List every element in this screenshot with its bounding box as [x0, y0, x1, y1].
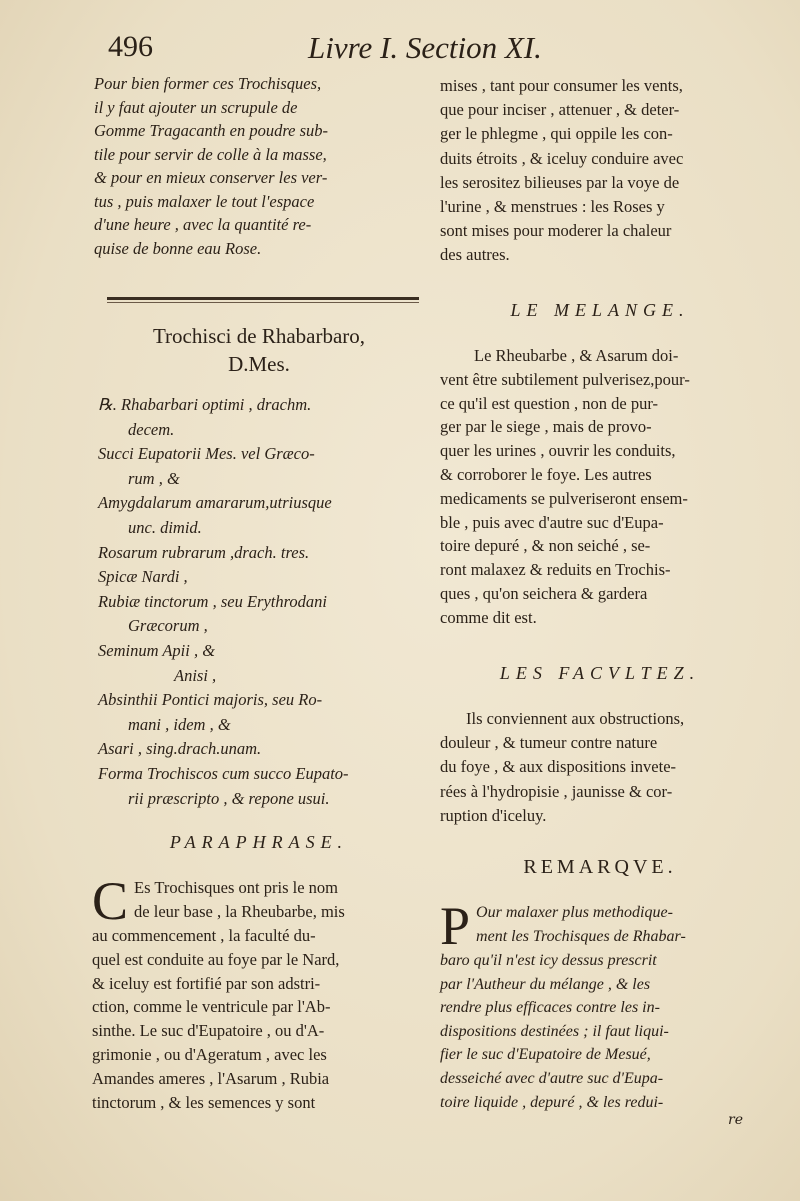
- recipe-title-line1: Trochisci de Rhabarbaro,: [152, 324, 366, 348]
- text-line: Gomme Tragacanth en poudre sub-: [94, 121, 329, 140]
- text-line: d'une heure , avec la quantité re-: [94, 215, 312, 234]
- recipe-line: decem.: [128, 419, 175, 439]
- text-line: ger le phlegme , qui oppile les con-: [440, 124, 673, 144]
- text-line: ruption d'iceluy.: [440, 805, 547, 825]
- paraphrase-body: [92, 871, 414, 1114]
- text-line: quise de bonne eau Rose.: [94, 238, 262, 258]
- text-line: desseiché avec d'autre suc d'Eupa-: [440, 1069, 664, 1087]
- text-line: & iceluy est fortifié par son adstri-: [92, 973, 321, 993]
- facultez-body: [440, 707, 760, 828]
- catchword: re: [728, 1112, 743, 1128]
- text-line: rendre plus efficaces contre les in-: [440, 999, 660, 1017]
- recipe-line: rum , &: [128, 468, 180, 488]
- text-line: dispositions destinées ; il faut liqui-: [440, 1022, 669, 1040]
- text-line: Ils conviennent aux obstructions,: [466, 709, 685, 728]
- recipe-line: Absinthii Pontici majoris, seu Ro-: [98, 690, 323, 710]
- text-line: quer les urines , ouvrir les conduits,: [440, 441, 676, 461]
- text-line: rées à l'hydropisie , jaunisse & cor-: [440, 781, 673, 801]
- recipe-line: rii præscripto , & repone usui.: [128, 788, 330, 808]
- text-line: Amandes ameres , l'Asarum , Rubia: [92, 1068, 330, 1088]
- text-line: Le Rheubarbe , & Asarum doi-: [474, 346, 679, 365]
- text-line: Our malaxer plus methodique-: [476, 904, 673, 921]
- text-line: de leur base , la Rheubarbe, mis: [134, 901, 345, 921]
- text-line: & corroborer le foye. Les autres: [440, 464, 652, 484]
- recipe-title: [94, 322, 424, 378]
- text-line: & pour en mieux conserver les ver-: [94, 168, 328, 187]
- recipe-list: [98, 393, 428, 811]
- recipe-line: Anisi ,: [174, 665, 217, 685]
- text-line: toire liquide , depuré , & les redui-: [440, 1093, 664, 1111]
- recipe-line: Rubiæ tinctorum , seu Erythrodani: [98, 591, 328, 611]
- recipe-line: Forma Trochiscos cum succo Eupato-: [98, 763, 349, 783]
- text-line: au commencement , la faculté du-: [92, 926, 316, 945]
- paraphrase-heading: PARAPHRASE.: [169, 832, 349, 852]
- text-line: les serositez bilieuses par la voye de: [440, 172, 680, 192]
- dropcap-p: P: [440, 896, 471, 956]
- page-number: 496: [108, 30, 153, 63]
- text-line: sont mises pour moderer la chaleur: [440, 221, 672, 241]
- text-line: duits étroits , & iceluy conduire avec: [440, 148, 684, 168]
- recipe-line: Spicæ Nardi ,: [98, 567, 188, 587]
- text-line: tinctorum , & les semences y sont: [92, 1092, 316, 1112]
- recipe-line: Seminum Apii , &: [98, 640, 216, 660]
- facultez-heading: LES FACVLTEZ.: [499, 663, 701, 683]
- running-title: Livre I. Section XI.: [308, 30, 542, 65]
- text-line: ment les Trochisques de Rhabar-: [476, 927, 686, 945]
- text-line: comme dit est.: [440, 607, 537, 627]
- text-line: quel est conduite au foye par le Nard,: [92, 949, 340, 969]
- text-line: tus , puis malaxer le tout l'espace: [94, 191, 315, 211]
- text-line: il y faut ajouter un scrupule de: [94, 97, 298, 117]
- dropcap-c: C: [92, 871, 129, 931]
- text-line: par l'Autheur du mélange , & les: [440, 975, 651, 993]
- melange-heading: LE MELANGE.: [510, 300, 690, 320]
- recipe-line: Græcorum ,: [128, 616, 208, 636]
- paraphrase-heading-wrap: [94, 832, 424, 853]
- text-line: douleur , & tumeur contre nature: [440, 733, 658, 753]
- recipe-title-line2: D.Mes.: [228, 352, 290, 376]
- melange-body: [440, 344, 760, 630]
- divider-rule-thin: [107, 302, 419, 303]
- text-line: Pour bien former ces Trochisques,: [94, 74, 322, 93]
- recipe-line: Succi Eupatorii Mes. vel Græco-: [98, 444, 315, 464]
- page-header: [108, 30, 768, 74]
- right-continuation: [440, 74, 760, 268]
- text-line: ront malaxez & reduits en Trochis-: [440, 560, 671, 580]
- text-line: mises , tant pour consumer les vents,: [440, 76, 683, 95]
- text-line: tile pour servir de colle à la masse,: [94, 144, 327, 164]
- text-line: medicaments se pulveriseront ensem-: [440, 488, 688, 508]
- text-line: vent être subtilement pulverisez,pour-: [440, 369, 690, 389]
- text-line: Es Trochisques ont pris le nom: [134, 878, 339, 897]
- text-line: des autres.: [440, 245, 510, 265]
- facultez-heading-wrap: [440, 663, 760, 684]
- text-line: fier le suc d'Eupatoire de Mesué,: [440, 1046, 651, 1064]
- recipe-line: Asari , sing.drach.unam.: [98, 739, 262, 759]
- text-line: que pour inciser , attenuer , & deter-: [440, 100, 680, 120]
- recipe-line: Amygdalarum amararum,utriusque: [98, 493, 332, 513]
- divider-rule: [107, 297, 419, 300]
- text-line: toire depuré , & non seiché , se-: [440, 536, 651, 556]
- melange-heading-wrap: [440, 300, 760, 321]
- text-line: ce qu'il est question , non de pur-: [440, 393, 659, 413]
- remarque-body: [440, 896, 760, 1114]
- text-line: grimonie , ou d'Ageratum , avec les: [92, 1044, 327, 1064]
- left-intro: [94, 72, 424, 260]
- recipe-line: Rosarum rubrarum ,drach. tres.: [98, 542, 310, 562]
- text-line: ble , puis avec d'autre suc d'Eupa-: [440, 512, 664, 532]
- remarque-heading-wrap: [440, 856, 760, 879]
- text-line: ques , qu'on seichera & gardera: [440, 583, 648, 603]
- text-line: ger par le siege , mais de provo-: [440, 417, 652, 437]
- text-line: l'urine , & menstrues : les Roses y: [440, 197, 665, 217]
- text-line: baro qu'il n'est icy dessus prescrit: [440, 952, 657, 969]
- text-line: du foye , & aux dispositions invete-: [440, 757, 677, 777]
- recipe-line: ℞. Rhabarbari optimi , drachm.: [98, 395, 312, 414]
- intro-paragraph: [94, 72, 424, 260]
- text-line: sinthe. Le suc d'Eupatoire , ou d'A-: [92, 1021, 325, 1041]
- recipe-line: mani , idem , &: [128, 714, 231, 734]
- remarque-heading: REMARQVE.: [523, 856, 677, 878]
- text-line: ction, comme le ventricule par l'Ab-: [92, 997, 331, 1017]
- recipe-line: unc. dimid.: [128, 517, 202, 537]
